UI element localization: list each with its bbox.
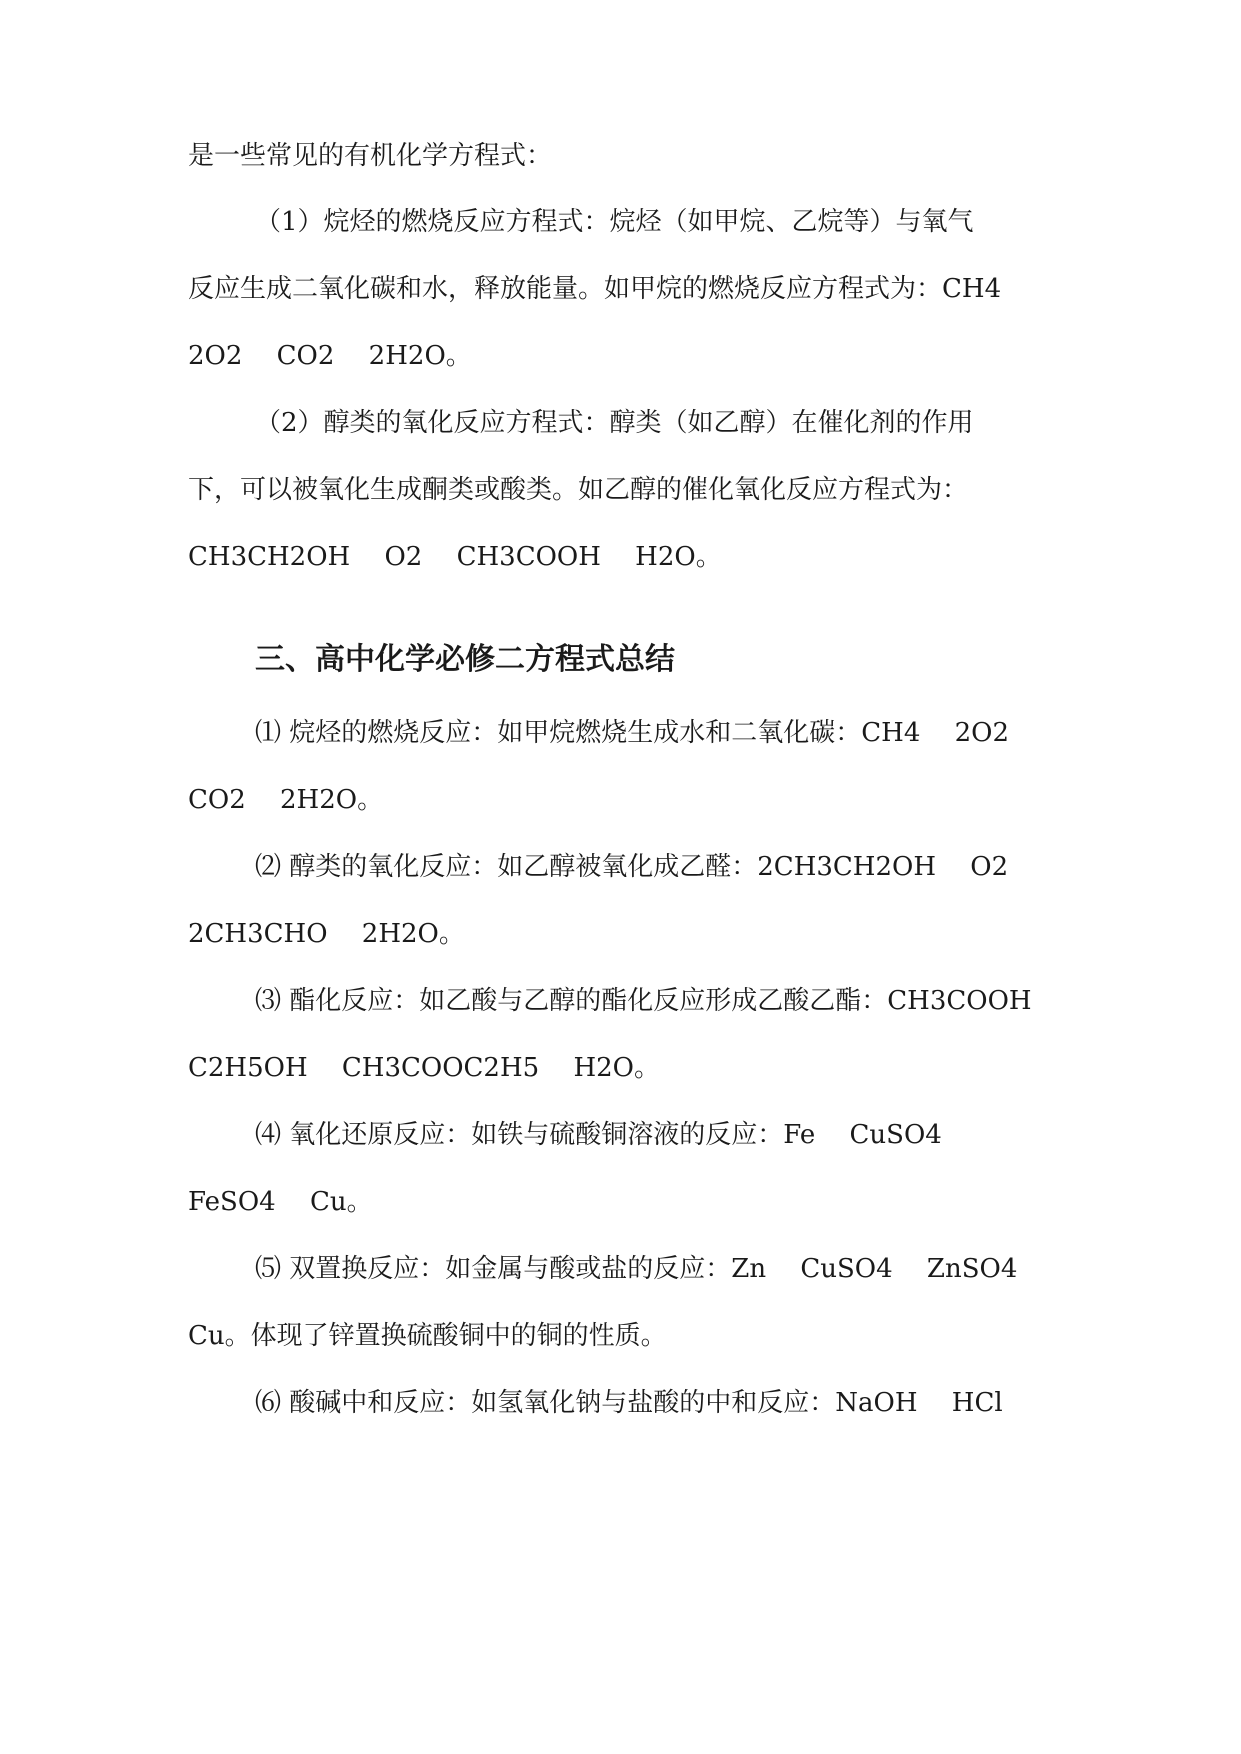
text-line: 下，可以被氧化生成酮类或酸类。如乙醇的催化氧化反应方程式为： <box>188 475 969 505</box>
text-line: CO2 2H2O。 <box>188 785 384 815</box>
text-line: CH3CH2OH O2 CH3COOH H2O。 <box>188 542 722 572</box>
text-line: 反应生成二氧化碳和水，释放能量。如甲烷的燃烧反应方程式为：CH4 <box>188 274 1002 304</box>
section-heading: 三、高中化学必修二方程式总结 <box>255 642 675 677</box>
text-line: C2H5OH CH3COOC2H5 H2O。 <box>188 1053 660 1083</box>
text-line: ⑹ 酸碱中和反应：如氢氧化钠与盐酸的中和反应：NaOH HCl <box>255 1388 1003 1418</box>
text-line: 是一些常见的有机化学方程式： <box>188 141 553 171</box>
text-line: （1）烷烃的燃烧反应方程式：烷烃（如甲烷、乙烷等）与氧气 <box>255 207 974 237</box>
text-line: 2O2 CO2 2H2O。 <box>188 341 472 371</box>
text-line: FeSO4 Cu。 <box>188 1187 373 1217</box>
text-line: ⑶ 酯化反应：如乙酸与乙醇的酯化反应形成乙酸乙酯：CH3COOH <box>255 986 1032 1016</box>
text-line: Cu。体现了锌置换硫酸铜中的铜的性质。 <box>188 1321 667 1351</box>
text-line: ⑴ 烷烃的燃烧反应：如甲烷燃烧生成水和二氧化碳：CH4 2O2 <box>255 718 1010 748</box>
text-line: ⑸ 双置换反应：如金属与酸或盐的反应：Zn CuSO4 ZnSO4 <box>255 1254 1018 1284</box>
text-line: （2）醇类的氧化反应方程式：醇类（如乙醇）在催化剂的作用 <box>255 408 974 438</box>
text-line: ⑵ 醇类的氧化反应：如乙醇被氧化成乙醛：2CH3CH2OH O2 <box>255 852 1009 882</box>
text-line: ⑷ 氧化还原反应：如铁与硫酸铜溶液的反应：Fe CuSO4 <box>255 1120 942 1150</box>
text-line: 2CH3CHO 2H2O。 <box>188 919 465 949</box>
